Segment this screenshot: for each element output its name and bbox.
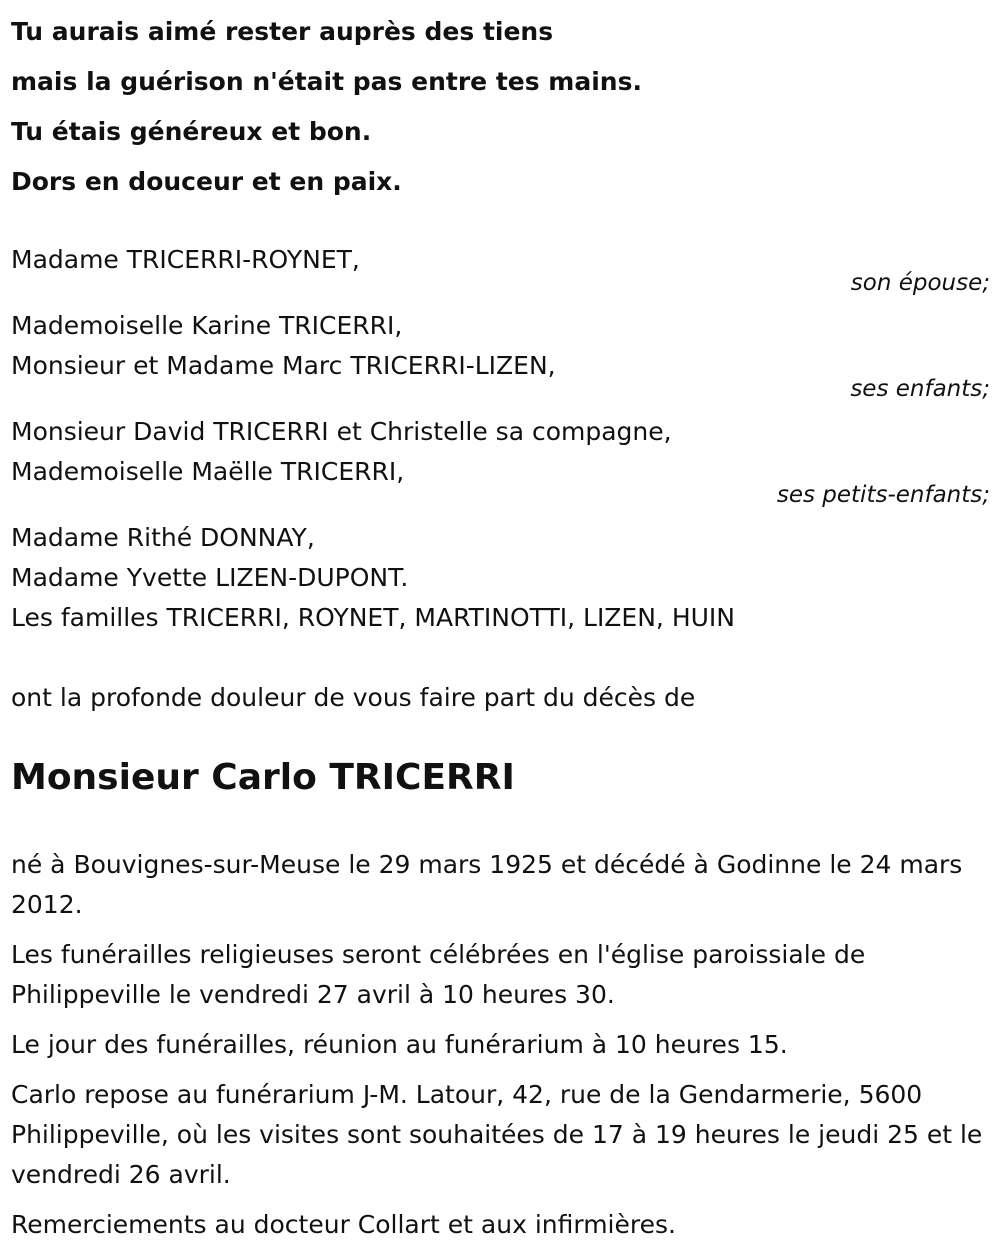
spouse-name: Madame TRICERRI-ROYNET, bbox=[11, 245, 360, 274]
poem bbox=[11, 0, 990, 207]
other-relative: Madame Yvette LIZEN-DUPONT. bbox=[11, 563, 409, 592]
child-name: Monsieur et Madame Marc TRICERRI-LIZEN, bbox=[11, 351, 556, 380]
funeral-service: Les funérailles religieuses seront célébrées en l'église paroissiale de Philippeville le vendredi 27 avril à 10 heures 30. bbox=[11, 940, 866, 1009]
family-names: Les familles TRICERRI, ROYNET, MARTINOTTI, LIZEN, HUIN bbox=[11, 603, 735, 632]
visitation-info: Carlo repose au funérarium J-M. Latour, 42, rue de la Gendarmerie, 5600 Philippeville, où les visites sont souhaitées de 17 à 19 heures le jeudi 25 et le vendredi 26 avril. bbox=[11, 1080, 983, 1189]
child-name: Mademoiselle Karine TRICERRI, bbox=[11, 311, 403, 340]
announcement-text: ont la profonde douleur de vous faire part du décès de bbox=[11, 683, 696, 712]
funeral-details bbox=[11, 845, 990, 1245]
acknowledgements: Remerciements au docteur Collart et aux infirmières. bbox=[11, 1210, 676, 1239]
poem-line: Tu aurais aimé rester auprès des tiens bbox=[11, 17, 554, 46]
poem-line: Dors en douceur et en paix. bbox=[11, 167, 402, 196]
grandchild-name: Mademoiselle Maëlle TRICERRI, bbox=[11, 457, 405, 486]
funeral-gathering: Le jour des funérailles, réunion au funérarium à 10 heures 15. bbox=[11, 1030, 788, 1059]
poem-line: Tu étais généreux et bon. bbox=[11, 117, 372, 146]
birth-death-dates: né à Bouvignes-sur-Meuse le 29 mars 1925 et décédé à Godinne le 24 mars 2012. bbox=[11, 850, 963, 919]
children-relation: ses enfants; bbox=[850, 376, 990, 402]
spouse-relation: son épouse; bbox=[850, 270, 990, 296]
poem-line: mais la guérison n'était pas entre tes mains. bbox=[11, 67, 642, 96]
grandchild-name: Monsieur David TRICERRI et Christelle sa compagne, bbox=[11, 417, 672, 446]
grandchildren-relation: ses petits-enfants; bbox=[776, 482, 990, 508]
deceased-name: Monsieur Carlo TRICERRI bbox=[11, 757, 515, 798]
family-list bbox=[11, 240, 990, 638]
other-relative: Madame Rithé DONNAY, bbox=[11, 523, 315, 552]
